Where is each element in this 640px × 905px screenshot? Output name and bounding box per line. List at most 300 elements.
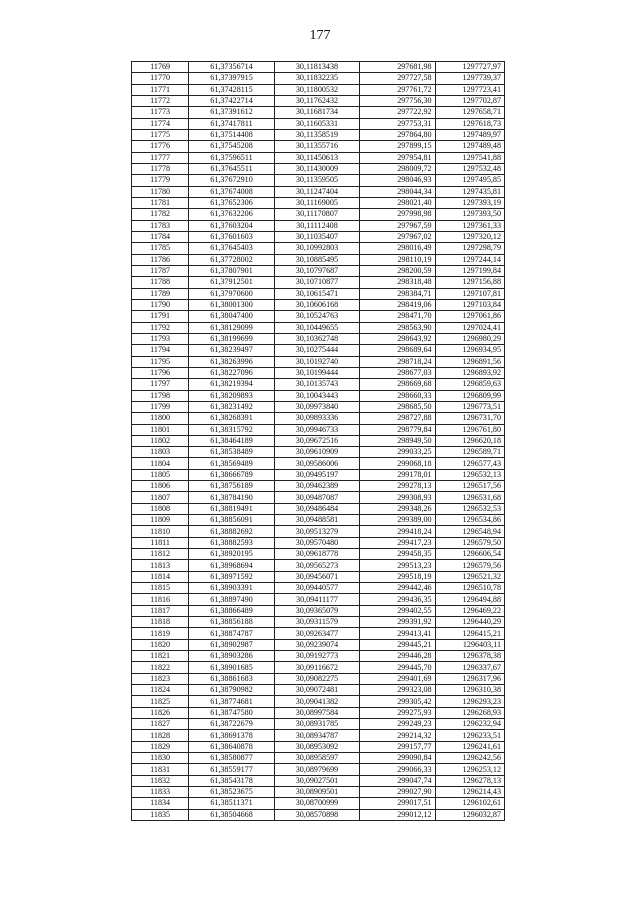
point-number-cell: 11803 xyxy=(132,447,189,458)
point-number-cell: 11821 xyxy=(132,651,189,662)
x-coordinate-cell: 299308,93 xyxy=(360,492,435,503)
y-coordinate-cell: 1296980,29 xyxy=(435,333,504,344)
longitude-cell: 30,09192773 xyxy=(274,651,359,662)
latitude-cell: 61,37397915 xyxy=(189,73,274,84)
y-coordinate-cell: 1296531,68 xyxy=(435,492,504,503)
longitude-cell: 30,09027501 xyxy=(274,775,359,786)
latitude-cell: 61,38047400 xyxy=(189,311,274,322)
latitude-cell: 61,37545208 xyxy=(189,141,274,152)
table-row xyxy=(132,209,505,220)
table-row xyxy=(132,447,505,458)
x-coordinate-cell: 297756,30 xyxy=(360,95,435,106)
table-row xyxy=(132,186,505,197)
table-row xyxy=(132,730,505,741)
latitude-cell: 61,37728002 xyxy=(189,254,274,265)
longitude-cell: 30,10524763 xyxy=(274,311,359,322)
point-number-cell: 11773 xyxy=(132,107,189,118)
point-number-cell: 11802 xyxy=(132,435,189,446)
latitude-cell: 61,38903391 xyxy=(189,583,274,594)
y-coordinate-cell: 1297489,97 xyxy=(435,129,504,140)
x-coordinate-cell: 298021,40 xyxy=(360,197,435,208)
longitude-cell: 30,08931785 xyxy=(274,719,359,730)
x-coordinate-cell: 297967,59 xyxy=(360,220,435,231)
latitude-cell: 61,38882593 xyxy=(189,537,274,548)
point-number-cell: 11787 xyxy=(132,265,189,276)
longitude-cell: 30,08570898 xyxy=(274,809,359,820)
latitude-cell: 61,38511371 xyxy=(189,798,274,809)
table-row xyxy=(132,583,505,594)
longitude-cell: 30,09513279 xyxy=(274,526,359,537)
x-coordinate-cell: 299017,51 xyxy=(360,798,435,809)
point-number-cell: 11782 xyxy=(132,209,189,220)
table-row xyxy=(132,152,505,163)
longitude-cell: 30,10043443 xyxy=(274,390,359,401)
latitude-cell: 61,37912501 xyxy=(189,277,274,288)
point-number-cell: 11779 xyxy=(132,175,189,186)
table-row xyxy=(132,322,505,333)
table-row xyxy=(132,356,505,367)
longitude-cell: 30,09487087 xyxy=(274,492,359,503)
point-number-cell: 11827 xyxy=(132,719,189,730)
latitude-cell: 61,38569489 xyxy=(189,458,274,469)
x-coordinate-cell: 299445,70 xyxy=(360,662,435,673)
longitude-cell: 30,09618778 xyxy=(274,549,359,560)
y-coordinate-cell: 1297702,87 xyxy=(435,95,504,106)
table-row xyxy=(132,197,505,208)
point-number-cell: 11777 xyxy=(132,152,189,163)
x-coordinate-cell: 297761,72 xyxy=(360,84,435,95)
point-number-cell: 11778 xyxy=(132,163,189,174)
longitude-cell: 30,11169005 xyxy=(274,197,359,208)
point-number-cell: 11792 xyxy=(132,322,189,333)
longitude-cell: 30,09072481 xyxy=(274,685,359,696)
longitude-cell: 30,09456071 xyxy=(274,571,359,582)
longitude-cell: 30,10885495 xyxy=(274,254,359,265)
point-number-cell: 11824 xyxy=(132,685,189,696)
point-number-cell: 11791 xyxy=(132,311,189,322)
x-coordinate-cell: 298200,59 xyxy=(360,265,435,276)
table-row xyxy=(132,424,505,435)
longitude-cell: 30,10275444 xyxy=(274,345,359,356)
y-coordinate-cell: 1297532,48 xyxy=(435,163,504,174)
x-coordinate-cell: 299033,25 xyxy=(360,447,435,458)
y-coordinate-cell: 1296293,23 xyxy=(435,696,504,707)
y-coordinate-cell: 1296378,38 xyxy=(435,651,504,662)
latitude-cell: 61,38856188 xyxy=(189,617,274,628)
longitude-cell: 30,11112408 xyxy=(274,220,359,231)
x-coordinate-cell: 298016,49 xyxy=(360,243,435,254)
x-coordinate-cell: 299418,24 xyxy=(360,526,435,537)
table-row xyxy=(132,458,505,469)
latitude-cell: 61,38774681 xyxy=(189,696,274,707)
longitude-cell: 30,09440577 xyxy=(274,583,359,594)
point-number-cell: 11799 xyxy=(132,401,189,412)
longitude-cell: 30,11762432 xyxy=(274,95,359,106)
table-row xyxy=(132,333,505,344)
table-row xyxy=(132,62,505,73)
x-coordinate-cell: 299278,13 xyxy=(360,481,435,492)
longitude-cell: 30,11813438 xyxy=(274,62,359,73)
longitude-cell: 30,08953092 xyxy=(274,741,359,752)
point-number-cell: 11770 xyxy=(132,73,189,84)
point-number-cell: 11809 xyxy=(132,515,189,526)
table-row xyxy=(132,741,505,752)
latitude-cell: 61,38866489 xyxy=(189,605,274,616)
point-number-cell: 11818 xyxy=(132,617,189,628)
longitude-cell: 30,10615471 xyxy=(274,288,359,299)
longitude-cell: 30,11359505 xyxy=(274,175,359,186)
longitude-cell: 30,09082275 xyxy=(274,673,359,684)
y-coordinate-cell: 1296859,63 xyxy=(435,379,504,390)
y-coordinate-cell: 1296102,61 xyxy=(435,798,504,809)
latitude-cell: 61,37417811 xyxy=(189,118,274,129)
x-coordinate-cell: 299458,35 xyxy=(360,549,435,560)
y-coordinate-cell: 1296773,51 xyxy=(435,401,504,412)
table-row xyxy=(132,379,505,390)
latitude-cell: 61,38790982 xyxy=(189,685,274,696)
longitude-cell: 30,09411177 xyxy=(274,594,359,605)
latitude-cell: 61,38861683 xyxy=(189,673,274,684)
latitude-cell: 61,37970600 xyxy=(189,288,274,299)
y-coordinate-cell: 1296934,95 xyxy=(435,345,504,356)
x-coordinate-cell: 299214,32 xyxy=(360,730,435,741)
point-number-cell: 11817 xyxy=(132,605,189,616)
latitude-cell: 61,38209893 xyxy=(189,390,274,401)
latitude-cell: 61,37632206 xyxy=(189,209,274,220)
x-coordinate-cell: 299401,69 xyxy=(360,673,435,684)
longitude-cell: 30,10710877 xyxy=(274,277,359,288)
point-number-cell: 11775 xyxy=(132,129,189,140)
longitude-cell: 30,08958597 xyxy=(274,753,359,764)
y-coordinate-cell: 1297541,88 xyxy=(435,152,504,163)
x-coordinate-cell: 298110,19 xyxy=(360,254,435,265)
table-row xyxy=(132,265,505,276)
y-coordinate-cell: 1297723,41 xyxy=(435,84,504,95)
table-row xyxy=(132,594,505,605)
table-row xyxy=(132,719,505,730)
latitude-cell: 61,38001300 xyxy=(189,299,274,310)
table-row xyxy=(132,787,505,798)
longitude-cell: 30,08909501 xyxy=(274,787,359,798)
table-row xyxy=(132,243,505,254)
point-number-cell: 11794 xyxy=(132,345,189,356)
longitude-cell: 30,09946733 xyxy=(274,424,359,435)
y-coordinate-cell: 1296233,51 xyxy=(435,730,504,741)
y-coordinate-cell: 1296517,56 xyxy=(435,481,504,492)
y-coordinate-cell: 1297435,81 xyxy=(435,186,504,197)
x-coordinate-cell: 298669,68 xyxy=(360,379,435,390)
x-coordinate-cell: 299047,74 xyxy=(360,775,435,786)
y-coordinate-cell: 1297024,41 xyxy=(435,322,504,333)
latitude-cell: 61,38538489 xyxy=(189,447,274,458)
latitude-cell: 61,38315792 xyxy=(189,424,274,435)
y-coordinate-cell: 1297156,88 xyxy=(435,277,504,288)
latitude-cell: 61,38129099 xyxy=(189,322,274,333)
point-number-cell: 11825 xyxy=(132,696,189,707)
longitude-cell: 30,11800532 xyxy=(274,84,359,95)
coordinates-table-body xyxy=(132,62,505,821)
point-number-cell: 11815 xyxy=(132,583,189,594)
x-coordinate-cell: 299090,84 xyxy=(360,753,435,764)
x-coordinate-cell: 297727,58 xyxy=(360,73,435,84)
x-coordinate-cell: 299275,93 xyxy=(360,707,435,718)
point-number-cell: 11834 xyxy=(132,798,189,809)
longitude-cell: 30,09586006 xyxy=(274,458,359,469)
x-coordinate-cell: 298949,50 xyxy=(360,435,435,446)
y-coordinate-cell: 1297320,12 xyxy=(435,231,504,242)
point-number-cell: 11798 xyxy=(132,390,189,401)
x-coordinate-cell: 297753,31 xyxy=(360,118,435,129)
y-coordinate-cell: 1296579,56 xyxy=(435,560,504,571)
longitude-cell: 30,09116672 xyxy=(274,662,359,673)
latitude-cell: 61,37428115 xyxy=(189,84,274,95)
table-row xyxy=(132,435,505,446)
point-number-cell: 11790 xyxy=(132,299,189,310)
latitude-cell: 61,37652306 xyxy=(189,197,274,208)
y-coordinate-cell: 1296253,12 xyxy=(435,764,504,775)
x-coordinate-cell: 299068,18 xyxy=(360,458,435,469)
point-number-cell: 11784 xyxy=(132,231,189,242)
table-row xyxy=(132,84,505,95)
point-number-cell: 11833 xyxy=(132,787,189,798)
latitude-cell: 61,37356714 xyxy=(189,62,274,73)
table-row xyxy=(132,696,505,707)
y-coordinate-cell: 1296521,32 xyxy=(435,571,504,582)
table-row xyxy=(132,277,505,288)
y-coordinate-cell: 1296241,61 xyxy=(435,741,504,752)
point-number-cell: 11776 xyxy=(132,141,189,152)
latitude-cell: 61,38874787 xyxy=(189,628,274,639)
latitude-cell: 61,38523675 xyxy=(189,787,274,798)
longitude-cell: 30,09973840 xyxy=(274,401,359,412)
longitude-cell: 30,10797687 xyxy=(274,265,359,276)
y-coordinate-cell: 1296809,99 xyxy=(435,390,504,401)
x-coordinate-cell: 298044,34 xyxy=(360,186,435,197)
y-coordinate-cell: 1296606,54 xyxy=(435,549,504,560)
latitude-cell: 61,38819491 xyxy=(189,503,274,514)
latitude-cell: 61,38920195 xyxy=(189,549,274,560)
y-coordinate-cell: 1297244,14 xyxy=(435,254,504,265)
table-row xyxy=(132,639,505,650)
x-coordinate-cell: 297722,92 xyxy=(360,107,435,118)
table-row xyxy=(132,651,505,662)
latitude-cell: 61,38971592 xyxy=(189,571,274,582)
longitude-cell: 30,11430009 xyxy=(274,163,359,174)
longitude-cell: 30,11355716 xyxy=(274,141,359,152)
y-coordinate-cell: 1297199,84 xyxy=(435,265,504,276)
table-row xyxy=(132,549,505,560)
x-coordinate-cell: 298419,06 xyxy=(360,299,435,310)
table-row xyxy=(132,107,505,118)
point-number-cell: 11819 xyxy=(132,628,189,639)
table-row xyxy=(132,345,505,356)
longitude-cell: 30,10992803 xyxy=(274,243,359,254)
latitude-cell: 61,37807901 xyxy=(189,265,274,276)
table-row xyxy=(132,73,505,84)
y-coordinate-cell: 1297495,85 xyxy=(435,175,504,186)
point-number-cell: 11788 xyxy=(132,277,189,288)
point-number-cell: 11813 xyxy=(132,560,189,571)
point-number-cell: 11795 xyxy=(132,356,189,367)
table-row xyxy=(132,753,505,764)
y-coordinate-cell: 1297618,73 xyxy=(435,118,504,129)
point-number-cell: 11814 xyxy=(132,571,189,582)
table-row xyxy=(132,175,505,186)
point-number-cell: 11796 xyxy=(132,367,189,378)
point-number-cell: 11810 xyxy=(132,526,189,537)
point-number-cell: 11832 xyxy=(132,775,189,786)
latitude-cell: 61,38231492 xyxy=(189,401,274,412)
point-number-cell: 11820 xyxy=(132,639,189,650)
point-number-cell: 11835 xyxy=(132,809,189,820)
x-coordinate-cell: 299389,00 xyxy=(360,515,435,526)
point-number-cell: 11829 xyxy=(132,741,189,752)
y-coordinate-cell: 1296494,88 xyxy=(435,594,504,605)
x-coordinate-cell: 298009,72 xyxy=(360,163,435,174)
table-row xyxy=(132,129,505,140)
x-coordinate-cell: 297681,98 xyxy=(360,62,435,73)
latitude-cell: 61,38464189 xyxy=(189,435,274,446)
y-coordinate-cell: 1297489,48 xyxy=(435,141,504,152)
latitude-cell: 61,38882692 xyxy=(189,526,274,537)
longitude-cell: 30,10606168 xyxy=(274,299,359,310)
x-coordinate-cell: 298643,92 xyxy=(360,333,435,344)
x-coordinate-cell: 299513,23 xyxy=(360,560,435,571)
point-number-cell: 11771 xyxy=(132,84,189,95)
point-number-cell: 11780 xyxy=(132,186,189,197)
x-coordinate-cell: 297998,98 xyxy=(360,209,435,220)
x-coordinate-cell: 298689,64 xyxy=(360,345,435,356)
point-number-cell: 11806 xyxy=(132,481,189,492)
y-coordinate-cell: 1297103,84 xyxy=(435,299,504,310)
point-number-cell: 11804 xyxy=(132,458,189,469)
y-coordinate-cell: 1296893,92 xyxy=(435,367,504,378)
table-row xyxy=(132,413,505,424)
latitude-cell: 61,38691378 xyxy=(189,730,274,741)
longitude-cell: 30,11247404 xyxy=(274,186,359,197)
longitude-cell: 30,09893336 xyxy=(274,413,359,424)
y-coordinate-cell: 1296440,29 xyxy=(435,617,504,628)
y-coordinate-cell: 1296268,93 xyxy=(435,707,504,718)
x-coordinate-cell: 299446,28 xyxy=(360,651,435,662)
x-coordinate-cell: 299323,08 xyxy=(360,685,435,696)
longitude-cell: 30,08979699 xyxy=(274,764,359,775)
latitude-cell: 61,37391612 xyxy=(189,107,274,118)
x-coordinate-cell: 298727,88 xyxy=(360,413,435,424)
table-row xyxy=(132,118,505,129)
x-coordinate-cell: 299413,41 xyxy=(360,628,435,639)
longitude-cell: 30,08934787 xyxy=(274,730,359,741)
table-row xyxy=(132,571,505,582)
x-coordinate-cell: 299442,46 xyxy=(360,583,435,594)
latitude-cell: 61,37596511 xyxy=(189,152,274,163)
y-coordinate-cell: 1296032,87 xyxy=(435,809,504,820)
x-coordinate-cell: 299157,77 xyxy=(360,741,435,752)
point-number-cell: 11808 xyxy=(132,503,189,514)
table-row xyxy=(132,605,505,616)
point-number-cell: 11793 xyxy=(132,333,189,344)
table-row xyxy=(132,560,505,571)
latitude-cell: 61,37603204 xyxy=(189,220,274,231)
longitude-cell: 30,09570480 xyxy=(274,537,359,548)
y-coordinate-cell: 1296532,13 xyxy=(435,469,504,480)
table-row xyxy=(132,537,505,548)
point-number-cell: 11816 xyxy=(132,594,189,605)
point-number-cell: 11801 xyxy=(132,424,189,435)
point-number-cell: 11822 xyxy=(132,662,189,673)
latitude-cell: 61,38239497 xyxy=(189,345,274,356)
latitude-cell: 61,37422714 xyxy=(189,95,274,106)
point-number-cell: 11785 xyxy=(132,243,189,254)
y-coordinate-cell: 1296278,13 xyxy=(435,775,504,786)
latitude-cell: 61,38543178 xyxy=(189,775,274,786)
point-number-cell: 11786 xyxy=(132,254,189,265)
point-number-cell: 11830 xyxy=(132,753,189,764)
y-coordinate-cell: 1297107,81 xyxy=(435,288,504,299)
point-number-cell: 11781 xyxy=(132,197,189,208)
x-coordinate-cell: 297864,80 xyxy=(360,129,435,140)
table-row xyxy=(132,617,505,628)
x-coordinate-cell: 299066,33 xyxy=(360,764,435,775)
latitude-cell: 61,38897490 xyxy=(189,594,274,605)
x-coordinate-cell: 298563,90 xyxy=(360,322,435,333)
y-coordinate-cell: 1296510,78 xyxy=(435,583,504,594)
y-coordinate-cell: 1296579,50 xyxy=(435,537,504,548)
y-coordinate-cell: 1296532,53 xyxy=(435,503,504,514)
table-row xyxy=(132,662,505,673)
x-coordinate-cell: 299445,21 xyxy=(360,639,435,650)
longitude-cell: 30,10362748 xyxy=(274,333,359,344)
table-row xyxy=(132,515,505,526)
latitude-cell: 61,37514408 xyxy=(189,129,274,140)
table-row xyxy=(132,503,505,514)
longitude-cell: 30,10192740 xyxy=(274,356,359,367)
latitude-cell: 61,38504668 xyxy=(189,809,274,820)
longitude-cell: 30,09486484 xyxy=(274,503,359,514)
coordinates-table xyxy=(131,61,505,821)
y-coordinate-cell: 1296403,11 xyxy=(435,639,504,650)
longitude-cell: 30,11681734 xyxy=(274,107,359,118)
latitude-cell: 61,38722679 xyxy=(189,719,274,730)
x-coordinate-cell: 299417,23 xyxy=(360,537,435,548)
y-coordinate-cell: 1296242,56 xyxy=(435,753,504,764)
point-number-cell: 11812 xyxy=(132,549,189,560)
y-coordinate-cell: 1297727,97 xyxy=(435,62,504,73)
table-row xyxy=(132,673,505,684)
x-coordinate-cell: 297899,15 xyxy=(360,141,435,152)
latitude-cell: 61,38580877 xyxy=(189,753,274,764)
x-coordinate-cell: 299518,19 xyxy=(360,571,435,582)
y-coordinate-cell: 1296891,56 xyxy=(435,356,504,367)
longitude-cell: 30,11035407 xyxy=(274,231,359,242)
table-row xyxy=(132,141,505,152)
x-coordinate-cell: 299178,01 xyxy=(360,469,435,480)
point-number-cell: 11805 xyxy=(132,469,189,480)
latitude-cell: 61,37674008 xyxy=(189,186,274,197)
y-coordinate-cell: 1297739,37 xyxy=(435,73,504,84)
longitude-cell: 30,11605331 xyxy=(274,118,359,129)
page-number: 177 xyxy=(309,28,331,43)
longitude-cell: 30,08997584 xyxy=(274,707,359,718)
table-row xyxy=(132,311,505,322)
x-coordinate-cell: 298685,50 xyxy=(360,401,435,412)
latitude-cell: 61,38219394 xyxy=(189,379,274,390)
x-coordinate-cell: 299436,35 xyxy=(360,594,435,605)
x-coordinate-cell: 299027,90 xyxy=(360,787,435,798)
x-coordinate-cell: 299391,92 xyxy=(360,617,435,628)
latitude-cell: 61,38640878 xyxy=(189,741,274,752)
longitude-cell: 30,11170807 xyxy=(274,209,359,220)
